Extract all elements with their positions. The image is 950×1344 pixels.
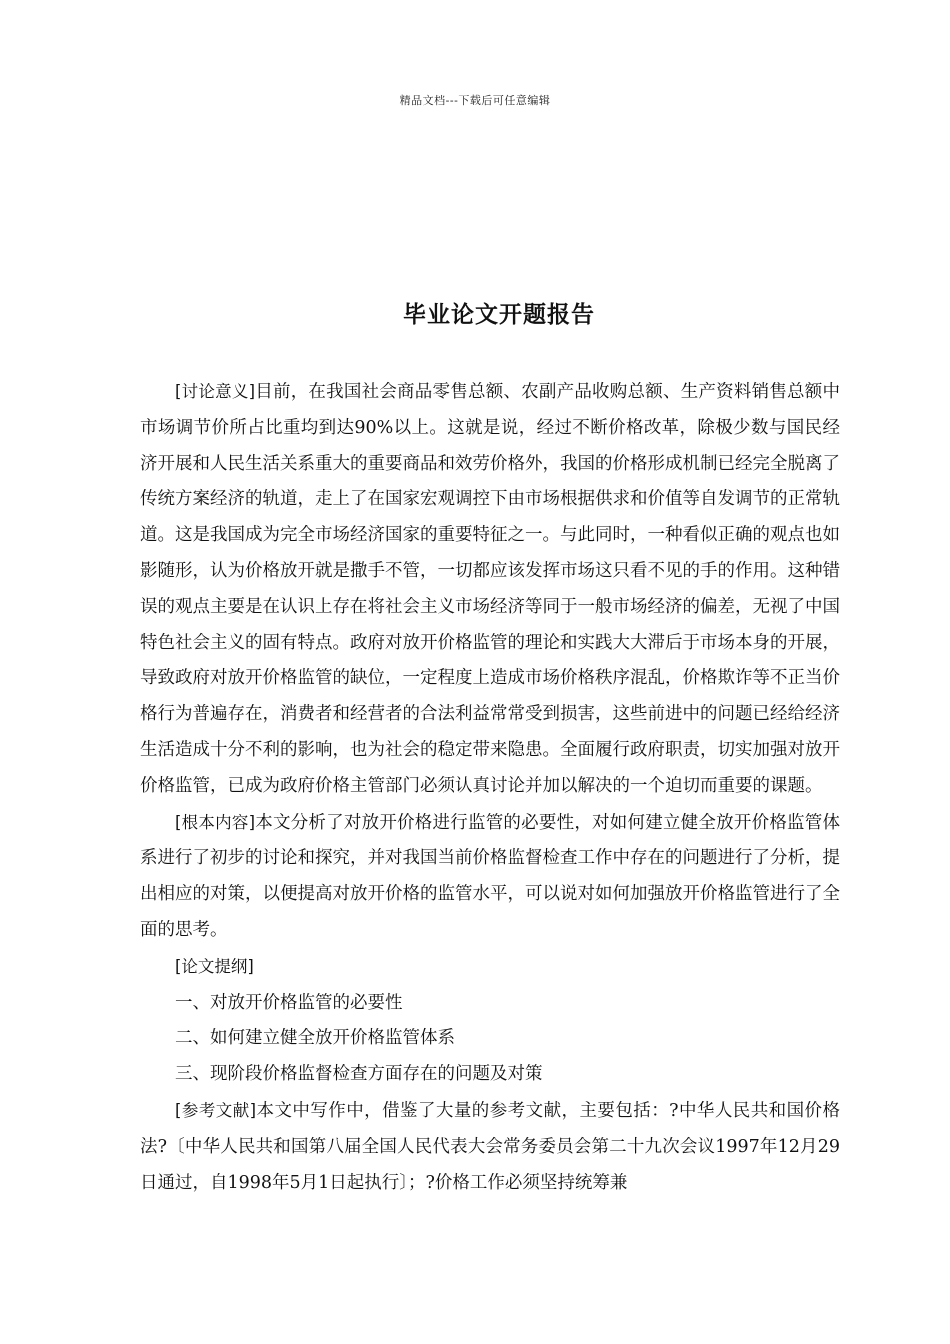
- references-paragraph: [140, 1093, 840, 1201]
- document-title: 毕业论文开题报告: [403, 302, 595, 328]
- document-body: [140, 374, 840, 1201]
- significance-paragraph: [140, 374, 840, 805]
- references-text: 本文中写作中，借鉴了大量的参考文献，主要包括：?中华人民共和国价格法?〔中华人民共和国第八届全国人民代表大会常务委员会第二十九次会议1997年12月29日通过，自1998年5月1日起执行〕；?价格工作必须坚持统筹兼: [140, 1100, 840, 1193]
- references-label: [参考文献]: [175, 1100, 257, 1120]
- content-paragraph: [140, 805, 840, 949]
- content-text: 本文分析了对放开价格进行监管的必要性，对如何建立健全放开价格监管体系进行了初步的讨论和探究，并对我国当前价格监督检查工作中存在的问题进行了分析，提出相应的对策，以便提高对放开价格的监管水平，可以说对如何加强放开价格监管进行了全面的思考。: [140, 812, 841, 940]
- significance-text: 目前，在我国社会商品零售总额、农副产品收购总额、生产资料销售总额中市场调节价所占比重均到达90%以上。这就是说，经过不断价格改革，除极少数与国民经济开展和人民生活关系重大的重要商品和效劳价格外，我国的价格形成机制已经完全脱离了传统方案经济的轨道，走上了在国家宏观调控下由市场根据供求和价值等自发调节的正常轨道。这是我国成为完全市场经济国家的重要特征之一。与此同时，一种看似正确的观点也如影随形，认为价格放开就是撒手不管，一切都应该发挥市场这只看不见的手的作用。这种错误的观点主要是在认识上存在将社会主义市场经济等同于一般市场经济的偏差，无视了中国特色社会主义的固有特点。政府对放开价格监管的理论和实践大大滞后于市场本身的开展，导致政府对放开价格监管的缺位，一定程度上造成市场价格秩序混乱，价格欺诈等不正当价格行为普遍存在，消费者和经营者的合法利益常常受到损害，这些前进中的问题已经给经济生活造成十分不利的影响，也为社会的稳定带来隐患。全面履行政府职责，切实加强对放开价格监管，已成为政府价格主管部门必须认真讨论并加以解决的一个迫切而重要的课题。: [140, 382, 841, 796]
- outline-heading: [140, 949, 840, 986]
- content-label: [根本内容]: [175, 812, 256, 832]
- outline-label: [论文提纲]: [175, 956, 254, 976]
- outline-item: 一、对放开价格监管的必要性: [175, 992, 403, 1013]
- page-header-note: 精品文档---下载后可任意编辑: [399, 94, 551, 107]
- outline-item: 二、如何建立健全放开价格监管体系: [175, 1028, 455, 1049]
- significance-label: [讨论意义]: [175, 382, 256, 401]
- outline-item: 三、现阶段价格监督检查方面存在的问题及对策: [175, 1064, 543, 1085]
